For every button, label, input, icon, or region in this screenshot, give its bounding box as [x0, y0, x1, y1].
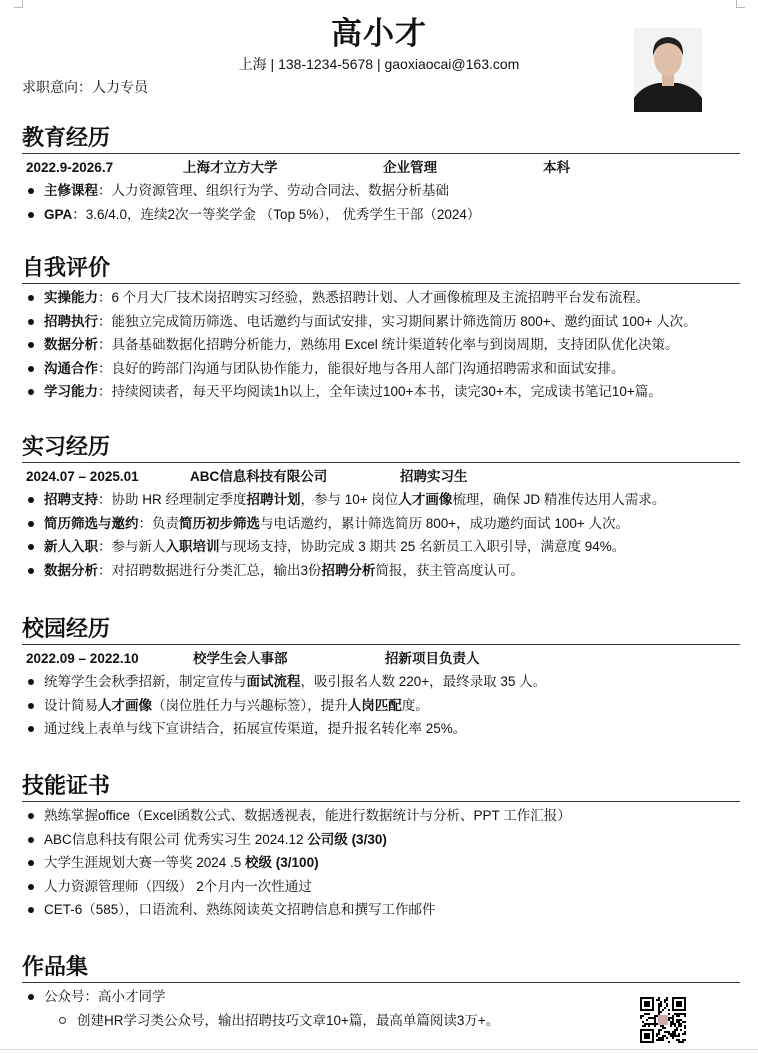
bullet-list	[22, 286, 740, 404]
bold-text: 简历初步筛选	[179, 515, 260, 531]
entry-field: 2022.9-2026.7	[26, 160, 114, 175]
text: ：6 个月大厂技术岗招聘实习经验，熟悉招聘计划、人才画像梳理及主流招聘平台发布流程。	[98, 290, 650, 305]
bold-text: 人才画像	[398, 492, 453, 507]
text: 度。	[401, 697, 429, 713]
bold-text: 学习能力	[44, 384, 98, 399]
list-item	[22, 286, 740, 310]
list-item	[22, 310, 740, 334]
entry-header-row	[22, 647, 740, 670]
bullet-list	[22, 804, 740, 922]
text: 统筹学生会秋季招新，制定宣传与	[44, 674, 247, 689]
bold-text: 公司级 (3/30)	[307, 831, 387, 847]
entry-header-row	[22, 465, 740, 488]
text: 大学生涯规划大赛一等奖 2024 .5	[44, 855, 246, 870]
bullet-list	[22, 985, 740, 1032]
bold-text: 新人入职	[44, 539, 98, 554]
section-title: 实习经历	[22, 434, 111, 459]
text: ：参与新人	[98, 539, 166, 554]
text: CET-6（585），口语流利、熟练阅读英文招聘信息和撰写工作邮件	[44, 902, 436, 917]
list-item	[22, 203, 740, 227]
bold-text: 招聘计划	[246, 492, 301, 507]
contact-info: 上海 | 138-1234-5678 | gaoxiaocai@163.com	[238, 56, 520, 72]
bullet-list	[22, 670, 740, 741]
text: 与电话邀约，累计筛选简历 800+，成功邀约面试 100+ 人次。	[260, 515, 630, 531]
text: ：良好的跨部门沟通与团队协作能力，能很好地与各用人部门沟通招聘需求和面试安排。	[98, 360, 625, 376]
text: （岗位胜任力与兴趣标签），提升	[152, 697, 348, 713]
section-title: 作品集	[22, 954, 89, 979]
list-item	[22, 559, 740, 583]
section-title: 自我评价	[22, 255, 111, 280]
section-0	[22, 124, 740, 226]
entry-field: ABC信息科技有限公司	[190, 469, 328, 484]
page-corner-mark	[736, 0, 745, 8]
bold-text: 人才画像	[98, 697, 152, 713]
entry-field: 招聘实习生	[400, 469, 468, 484]
list-item	[22, 828, 740, 852]
entry-header-row	[22, 156, 740, 179]
list-item	[22, 380, 740, 404]
text: 熟练掌握office（Excel函数公式、数据透视表，能进行数据统计与分析、PPT 工作汇报）	[44, 808, 571, 823]
section-4	[22, 772, 740, 922]
list-item	[22, 898, 740, 922]
bullet-list	[22, 179, 740, 226]
bold-text: 简历筛选与邀约	[44, 515, 139, 531]
bold-text: 面试流程	[246, 674, 301, 689]
bold-text: GPA	[44, 206, 73, 222]
text: 简报，获主管高度认可。	[375, 562, 525, 578]
job-intent: 求职意向：人力专员	[22, 79, 148, 95]
section-2	[22, 433, 740, 582]
list-item	[22, 875, 740, 899]
entry-field: 2024.07 – 2025.01	[26, 469, 139, 484]
list-item	[22, 357, 740, 381]
text: 公众号：高小才同学	[44, 989, 166, 1004]
list-item	[22, 333, 740, 357]
section-title: 技能证书	[22, 773, 111, 798]
list-item	[22, 1009, 740, 1033]
bold-text: 入职培训	[165, 539, 220, 554]
text: 与现场支持，协助完成 3 期共 25 名新员工入职引导，满意度 94%。	[219, 539, 626, 554]
section-title: 校园经历	[22, 616, 111, 641]
entry-field: 校学生会人事部	[193, 651, 288, 666]
list-item	[22, 694, 740, 718]
section-5	[22, 953, 740, 1032]
entry-field: 企业管理	[383, 160, 437, 175]
bold-text: 招聘分析	[321, 562, 376, 578]
bold-text: 数据分析	[44, 337, 98, 352]
candidate-name: 高小才	[331, 16, 427, 51]
entry-field: 招新项目负责人	[385, 651, 480, 666]
page-bottom-divider	[0, 1049, 758, 1050]
section-title: 教育经历	[22, 125, 111, 150]
entry-field: 2022.09 – 2022.10	[26, 651, 139, 666]
text: ：对招聘数据进行分类汇总，输出3份	[98, 562, 322, 578]
text: ：人力资源管理、组织行为学、劳动合同法、数据分析基础	[98, 183, 449, 198]
list-item	[22, 512, 740, 536]
text: ：3.6/4.0，连续2次一等奖学金 （Top 5%）， 优秀学生干部（2024）	[72, 206, 481, 222]
profile-photo	[634, 28, 702, 112]
text: ：能独立完成简历筛选、电话邀约与面试安排，实习期间累计筛选简历 800+、邀约面试 100+ 人次。	[98, 313, 697, 329]
bold-text: 校级 (3/100)	[245, 855, 319, 870]
bold-text: 人岗匹配	[347, 697, 402, 713]
bold-text: 招聘执行	[44, 313, 98, 329]
text: 梳理，确保 JD 精准传达用人需求。	[452, 492, 666, 507]
entry-field: 本科	[543, 160, 570, 175]
bold-text: 主修课程	[44, 183, 98, 198]
list-item	[22, 717, 740, 741]
qr-code	[640, 997, 686, 1043]
section-3	[22, 615, 740, 741]
section-1	[22, 254, 740, 404]
text: ：具备基础数据化招聘分析能力，熟练用 Excel 统计渠道转化率与到岗周期，支持团队优化决策。	[98, 337, 679, 352]
list-item	[22, 985, 740, 1009]
bold-text: 招聘支持	[44, 492, 98, 507]
text: ：协助 HR 经理制定季度	[98, 492, 247, 507]
text: ：负责	[138, 515, 179, 531]
list-item	[22, 535, 740, 559]
entry-field: 上海才立方大学	[183, 160, 278, 175]
text: ABC信息科技有限公司 优秀实习生 2024.12	[44, 831, 308, 847]
bold-text: 数据分析	[44, 562, 98, 578]
text: 创建HR学习类公众号，输出招聘技巧文章10+篇，最高单篇阅读3万+。	[77, 1012, 500, 1028]
text: 人力资源管理师（四级） 2个月内一次性通过	[44, 878, 312, 894]
list-item	[22, 488, 740, 512]
list-item	[22, 851, 740, 875]
text: 设计简易	[44, 697, 98, 713]
text: ，吸引报名人数 220+，最终录取 35 人。	[300, 674, 547, 689]
list-item	[22, 804, 740, 828]
text: 通过线上表单与线下宣讲结合，拓展宣传渠道，提升报名转化率 25%。	[44, 721, 467, 736]
list-item	[22, 179, 740, 203]
bold-text: 实操能力	[44, 290, 98, 305]
bullet-list	[22, 488, 740, 582]
bold-text: 沟通合作	[44, 360, 98, 376]
page-corner-mark	[14, 0, 23, 8]
text: ，参与 10+ 岗位	[300, 492, 399, 507]
list-item	[22, 670, 740, 694]
text: ：持续阅读者，每天平均阅读1h以上，全年读过100+本书，读完30+本，完成读书笔记10+篇。	[98, 384, 662, 399]
